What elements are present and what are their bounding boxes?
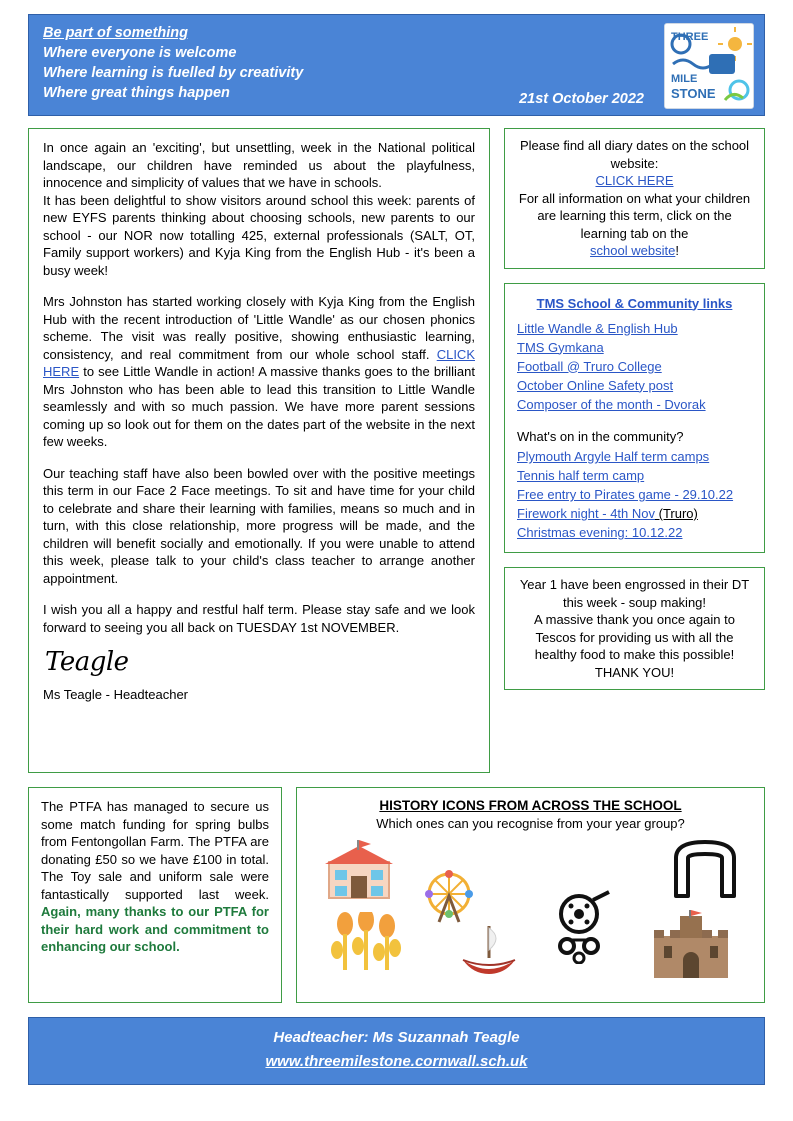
microscope-icon [545,888,621,969]
headteacher-letter [28,128,490,773]
history-icon-grid [307,836,754,996]
page-footer [28,1017,765,1085]
diary-dates-box [504,128,765,269]
svg-text:MILE: MILE [671,73,698,85]
footer-headteacher: Headteacher: Ms Suzannah Teagle [273,1029,520,1046]
svg-text:THREE: THREE [671,31,709,43]
history-title: HISTORY ICONS FROM ACROSS THE SCHOOL [379,798,682,813]
link-pirates-game[interactable]: Free entry to Pirates game - 29.10.22 [517,487,734,502]
letter-paragraph-5: I wish you all a happy and restful half term. Please stay safe and we look forward to seeing you all back on TUESDAY 1st NOVEMBER. [43,602,475,635]
link-football-truro-college[interactable]: Football @ Truro College [517,358,662,374]
link-tennis-half-term-camp[interactable]: Tennis half term camp [517,468,645,483]
header-line-1: Be part of something [43,25,189,41]
main-content [28,128,765,773]
page-header [28,14,765,116]
signature: Teagle [45,647,129,677]
footer-website-url[interactable]: www.threemilestone.cornwall.sch.uk [265,1053,528,1070]
diary-line-1: Please find all diary dates on the school website: [519,138,750,171]
community-links-box [504,283,765,554]
header-line-3: Where learning is fuelled by creativity [43,65,304,81]
year1-line-1: Year 1 have been engrossed in their DT this week - soup making! [519,577,750,610]
letter-paragraph-3 [43,293,475,451]
letter-paragraph-1: In once again an 'exciting', but unsettling, week in the National political landscape, our children have reminded us about the playfulness, innocence and simplicity of values that we have in schools. [43,140,475,190]
year1-line-3: THANK YOU! [594,664,675,680]
newsletter-date: 21st October 2022 [519,91,644,107]
firework-night-label: Firework night - 4th Nov [517,506,655,521]
links-box-title: TMS School & Community links [536,295,733,311]
wheat-field-icon [331,912,401,979]
diary-exclaim: ! [675,243,679,258]
school-logo [664,23,754,109]
letter-paragraph-2: It has been delightful to show visitors around school this week: parents of new EYFS parents thinking about choosing schools, new parents to our school - our NOR now totalling 425, external professionals (SALT, OT, Family support workers) and Kyja King from the English Hub - it's been a busy week! [43,192,475,278]
link-october-online-safety-post[interactable]: October Online Safety post [517,377,674,393]
lower-section [28,787,765,1003]
link-little-wandle-english-hub[interactable]: Little Wandle & English Hub [517,320,678,336]
link-composer-of-the-month[interactable]: Composer of the month - Dvorak [517,396,706,412]
link-firework-night[interactable] [517,504,752,523]
community-question: What's on in the community? [517,428,684,444]
school-website-line [515,242,754,260]
right-column [504,128,765,773]
year1-line-2: A massive thank you once again to Tescos for providing us with all the healthy food to make this possible! [534,612,735,662]
left-column [28,128,490,773]
viking-ship-icon [455,922,523,989]
history-subtitle: Which ones can you recognise from your year group? [376,816,685,831]
year1-dt-box [504,567,765,690]
letter-p3-part-a: Mrs Johnston has started working closely with Kyja King from the English Hub with the recent introduction of 'Little Wandle' as our chosen phonics scheme. The visit was really positive, showing enthusiastic learning, consistency, and real commitment from our whole school staff. [43,294,475,362]
castle-icon [650,910,732,985]
svg-text:STONE: STONE [671,86,716,101]
school-website-link[interactable]: school website [590,243,676,258]
history-icons-box [296,787,765,1003]
letter-p3-part-b: to see Little Wandle in action! A massive thanks goes to the brilliant Mrs Johnston who has been able to lead this transition to Little Wandle seamlessly and with so much passion. We have more parent sessions coming up so look out for them on the dates part of the website in the next few weeks. [43,364,475,449]
ptfa-body: The PTFA has managed to secure us some match funding for spring bulbs from Fentongollan Farm. The PTFA are donating £50 so we have £100 in total. The Toy sale and uniform sale were fantastically supported last week. [41,799,269,902]
link-christmas-evening[interactable]: Christmas evening: 10.12.22 [517,525,683,540]
ptfa-highlight: Again, many thanks to our PTFA for their hard work and commitment to enhancing our school. [41,904,269,954]
ptfa-box [28,787,282,1003]
header-line-4: Where great things happen [43,85,230,101]
firework-night-suffix: (Truro) [655,506,698,521]
stonehenge-icon [666,836,744,903]
header-line-2: Where everyone is welcome [43,45,237,61]
signoff-name: Ms Teagle - Headteacher [43,686,189,702]
link-tms-gymkana[interactable]: TMS Gymkana [517,339,604,355]
diary-click-here-link[interactable]: CLICK HERE [595,173,674,188]
school-logo-icon [665,24,753,108]
header-slogans [43,23,752,103]
little-wandle-click-here-link[interactable]: CLICK HERE [43,346,475,379]
school-building-icon [321,840,397,909]
diary-line-2: For all information on what your children are learning this term, click on the learning tab on the [518,190,751,241]
link-plymouth-argyle-camps[interactable]: Plymouth Argyle Half term camps [517,449,710,464]
letter-paragraph-4: Our teaching staff have also been bowled over with the positive meetings this term in our Face 2 Face meetings. To sit and have time for your child to celebrate and share their learning with families, means so much and in turn, with this close relationship, more progress will be made, and the children will benefit socially and emotionally. If you were unable to attend this week, please talk to your child's class teacher to arrange another appointment. [43,465,475,586]
